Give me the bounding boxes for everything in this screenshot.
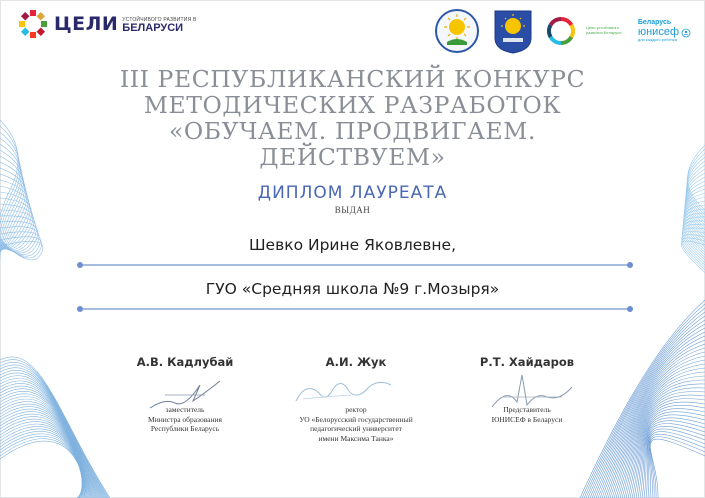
signature-scribble [482,367,582,415]
signatory-role-line: педагогический университет [310,424,402,433]
recipient-name: Шевко Ирине Яковлевне, [248,236,457,254]
organization-name: ГУО «Средняя школа №9 г.Мозыря» [205,280,500,298]
divider-rule [80,308,630,310]
signatory-role-line: Министра образования [148,414,222,424]
title-line: III РЕСПУБЛИКАНСКИЙ КОНКУРС [119,65,586,93]
divider-rule [80,264,630,266]
signature-scribble [291,371,401,411]
title-line: МЕТОДИЧЕСКИХ РАЗРАБОТОК [143,91,562,119]
sdg-belarus-logo [18,6,197,42]
signatory-role-line: заместитель [165,405,205,414]
signatory-role-line: ЮНИСЕФ в Беларуси [491,414,563,424]
signatory-role-line: УО «Белорусский государственный [299,414,413,424]
signatory-role-line: имени Максима Танка» [318,433,394,443]
sdg-text: Цели устойчивого развития Беларуси [585,25,622,35]
logo-tagline: УСТОЙЧИВОГО РАЗВИТИЯ В [122,16,197,23]
sdg-circle-icon [546,16,576,46]
signature-block-2 [261,355,451,443]
diploma-label: ДИПЛОМ ЛАУРЕАТА [257,183,448,203]
signatory-role-line: ректор [345,405,367,414]
title-line: «ОБУЧАЕМ. ПРОДВИГАЕМ. [168,117,537,145]
contest-title [0,66,705,170]
signatory-name: А.И. Жук [325,355,387,369]
signatory-name: Р.Т. Хайдаров [479,355,575,369]
issued-label: ВЫДАН [334,205,371,215]
signatory-role-line: Республики Беларусь [150,424,220,433]
signature-scribble [145,373,225,413]
ministry-emblem-icon [434,8,480,54]
signatory-name: А.В. Кадлубай [136,355,234,369]
partner-logos [434,6,691,56]
unicef-country: Беларусь [637,19,672,27]
unicef-name: юнисеф [637,25,679,38]
logo-country: БЕЛАРУСИ [122,21,184,34]
bspu-emblem-icon [490,8,536,54]
unicef-tagline: для каждого ребенка [637,37,677,43]
unicef-logo [638,19,691,42]
logo-name: ЦЕЛИ [54,12,119,35]
signature-block-1 [90,355,280,434]
title-line: ДЕЙСТВУЕМ» [259,143,446,171]
signature-block-3 [432,355,622,424]
sdg-wheel-icon [18,9,48,39]
unicef-globe-icon [681,28,691,38]
signatory-role-line: Представитель [503,405,551,414]
